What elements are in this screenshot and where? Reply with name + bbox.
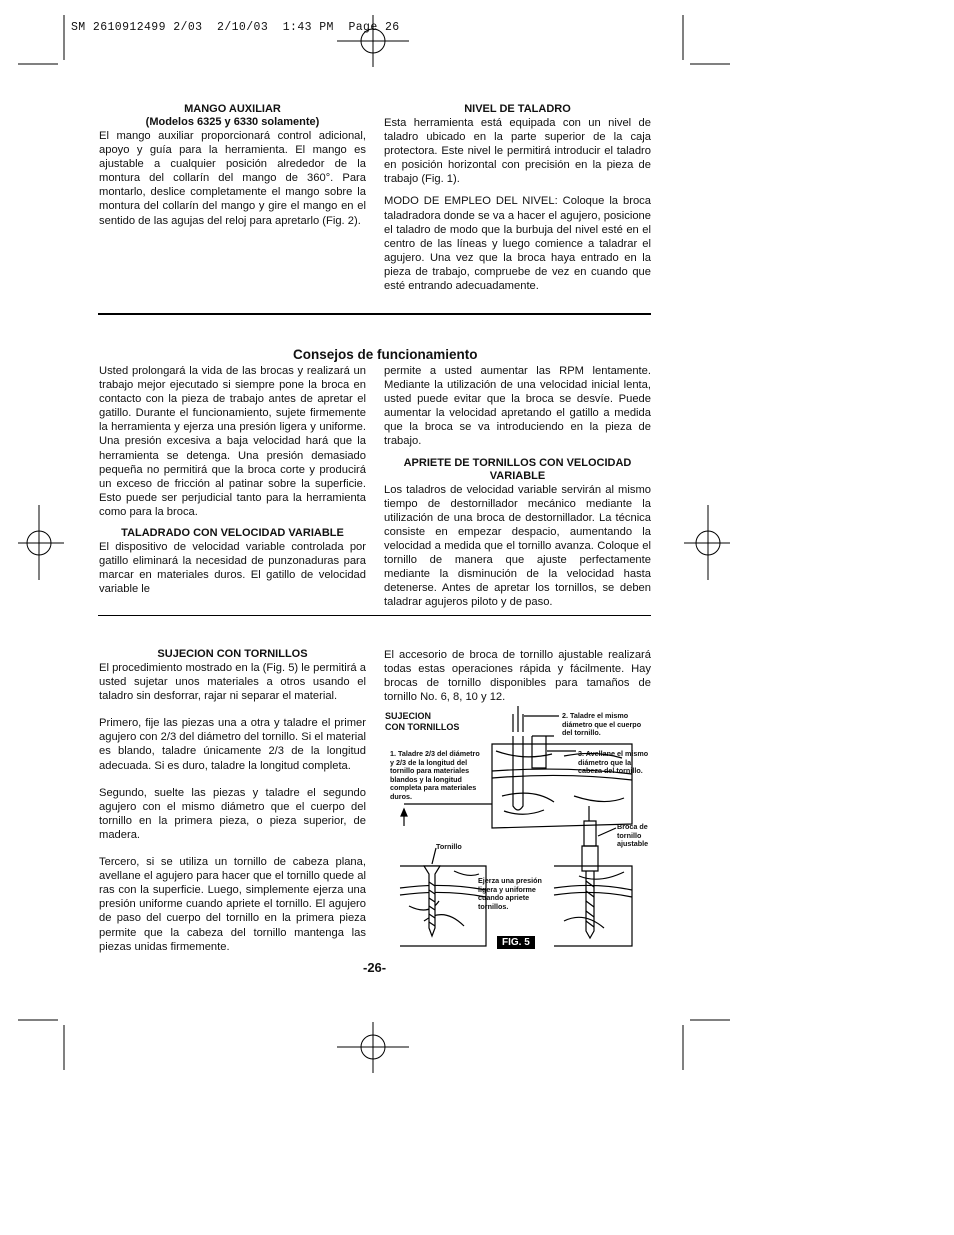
sujecion-p4: Tercero, si se utiliza un tornillo de cabeza plana, avellane el agujero para hacer que el tornillo quede al ras con la superficie. Luego, simplemente ejerza una presión uniforme cuando apriete el tornillo. El agujero de paso del cuerpo del tornillo en la primera pieza permite que la cabeza del tornillo mantenga las piezas unidas firmemente.: [99, 856, 366, 953]
nivel-section: [384, 103, 651, 301]
mango-body: El mango auxiliar proporcionará control adicional, apoyo y guía para la herramienta. El mango es ajustable a cualquier posición alrededor de la montura del collarín del mango de 360°. Para montarlo, deslice completamente el mango sobre la montura del collarín del mango y gire el mango en el sentido de las agujas del reloj para apretarlo (Fig. 2).: [99, 130, 366, 227]
figure-badge: FIG. 5: [497, 936, 535, 949]
figure-title-1: SUJECION: [385, 711, 432, 721]
figure-title-2: CON TORNILLOS: [385, 722, 460, 732]
consejos-right-p1: permite a usted aumentar las RPM lentamente. Mediante la utilización de una velocidad inicial lenta, usted puede evitar que la broca se desvíe. Puede aumentar la velocidad apretando el gatillo a medida que la broca se va introduciendo en la pieza de trabajo.: [384, 365, 651, 448]
nivel-title: NIVEL DE TALADRO: [464, 103, 571, 115]
sujecion-p2: Primero, fije las piezas una a otra y taladre el primer agujero con 2/3 del diámetro del tornillo. Si el material es blando, taladre únicamente 2/3 de la longitud adecuada. Si es duro, taladre la longitud completa.: [99, 717, 366, 772]
figure-label-broca: Broca de tornillo ajustable: [617, 822, 649, 848]
consejos-left-p1: Usted prolongará la vida de las brocas y realizará un trabajo mejor ejecutado si siempre pone la broca en contacto con la pieza de trabajo antes de apretar el gatillo. Durante el funcionamiento, sujete firmemente la herramienta y ejerza una presión ligera y uniforme. Una presión excesiva a baja velocidad hará que la herramienta se detenga. Una presión demasiado pequeña no permitirá que la broca corte y producirá un exceso de fricción al patinar sobre la superficie. Esto puede ser perjudicial tanto para la herramienta como para la broca.: [99, 365, 366, 518]
figure-label-1: 1. Taladre 2/3 del diámetro y 2/3 de la longitud del tornillo para materiales blandos y la longitud completa para materiales duros.: [390, 749, 480, 801]
sujecion-right-p1: El accesorio de broca de tornillo ajustable realizará todas estas operaciones rápida y fácilmente. Hay brocas de tornillo disponibles para tamaños de tornillo No. 6, 8, 10 y 12.: [384, 649, 651, 704]
consejos-right: [384, 364, 651, 617]
figure-5-illustration: [384, 706, 654, 951]
section-divider: [98, 313, 651, 315]
section-divider-2: [98, 615, 651, 616]
consejos-title: Consejos de funcionamiento: [293, 347, 478, 362]
consejos-left: [99, 364, 366, 604]
print-slug: SM 2610912499 2/03 2/10/03 1:43 PM Page 26: [71, 21, 400, 34]
nivel-p1: Esta herramienta está equipada con un nivel de taladro ubicado en la parte superior de la caja protectora. Este nivel le permitirá introducir el taladro en posición horizontal con precisión en la pieza de trabajo (Fig. 1).: [384, 117, 651, 186]
figure-label-3: 3. Avellane el mismo diámetro que la cabeza del tornillo.: [578, 749, 649, 775]
page-number: -26-: [363, 960, 387, 975]
mango-title: MANGO AUXILIAR: [184, 103, 281, 115]
sujecion-left: [99, 648, 366, 962]
velocidad-body: El dispositivo de velocidad variable controlada por gatillo eliminará la necesidad de punzonaduras para marcar en materiales duros. El gatillo de velocidad variable le: [99, 541, 366, 596]
velocidad-title: TALADRADO CON VELOCIDAD VARIABLE: [121, 527, 344, 540]
figure-label-presion: Ejerza una presión ligera y uniforme cuando apriete tornillos.: [478, 876, 542, 911]
nivel-p2: MODO DE EMPLEO DEL NIVEL: Coloque la broca taladradora donde se va a hacer el agujero, posicione el taladro de modo que la burbuja del nivel esté en el centro de las líneas y luego comience a taladrar el agujero. Una vez que la broca haya entrado en la pieza de trabajo, compruebe de vez en cuando que esté entrando adecuadamente.: [384, 195, 651, 293]
sujecion-right: [384, 648, 651, 712]
sujecion-title: SUJECION CON TORNILLOS: [157, 648, 308, 660]
figure-label-tornillo: Tornillo: [436, 842, 462, 851]
mango-subtitle: (Modelos 6325 y 6330 solamente): [145, 116, 320, 128]
apriete-title: APRIETE DE TORNILLOS CON VELOCIDAD VARIABLE: [403, 456, 632, 482]
figure-label-2: 2. Taladre el mismo diámetro que el cuerpo del tornillo.: [562, 711, 642, 737]
sujecion-p3: Segundo, suelte las piezas y taladre el segundo agujero con el mismo diámetro que el cuerpo del tornillo en la primera pieza, o pieza superior, de madera.: [99, 786, 366, 841]
sujecion-p1: El procedimiento mostrado en la (Fig. 5) le permitirá a usted sujetar unos materiales a otros usando el taladro sin desforrar, rajar ni separar el material.: [99, 662, 366, 703]
apriete-body: Los taladros de velocidad variable servirán al mismo tiempo de destornillador mecánico mediante la utilización de una broca de destornillador. La técnica consiste en empezar despacio, aumentando la velocidad a medida que el tornillo avanza. Coloque el tornillo de manera que ajuste perfectamente mediante la disminución de la velocidad hasta detenerse. Antes de apretar los tornillos, se deben taladrar agujeros piloto y de paso.: [384, 483, 651, 609]
mango-section: [99, 103, 366, 236]
